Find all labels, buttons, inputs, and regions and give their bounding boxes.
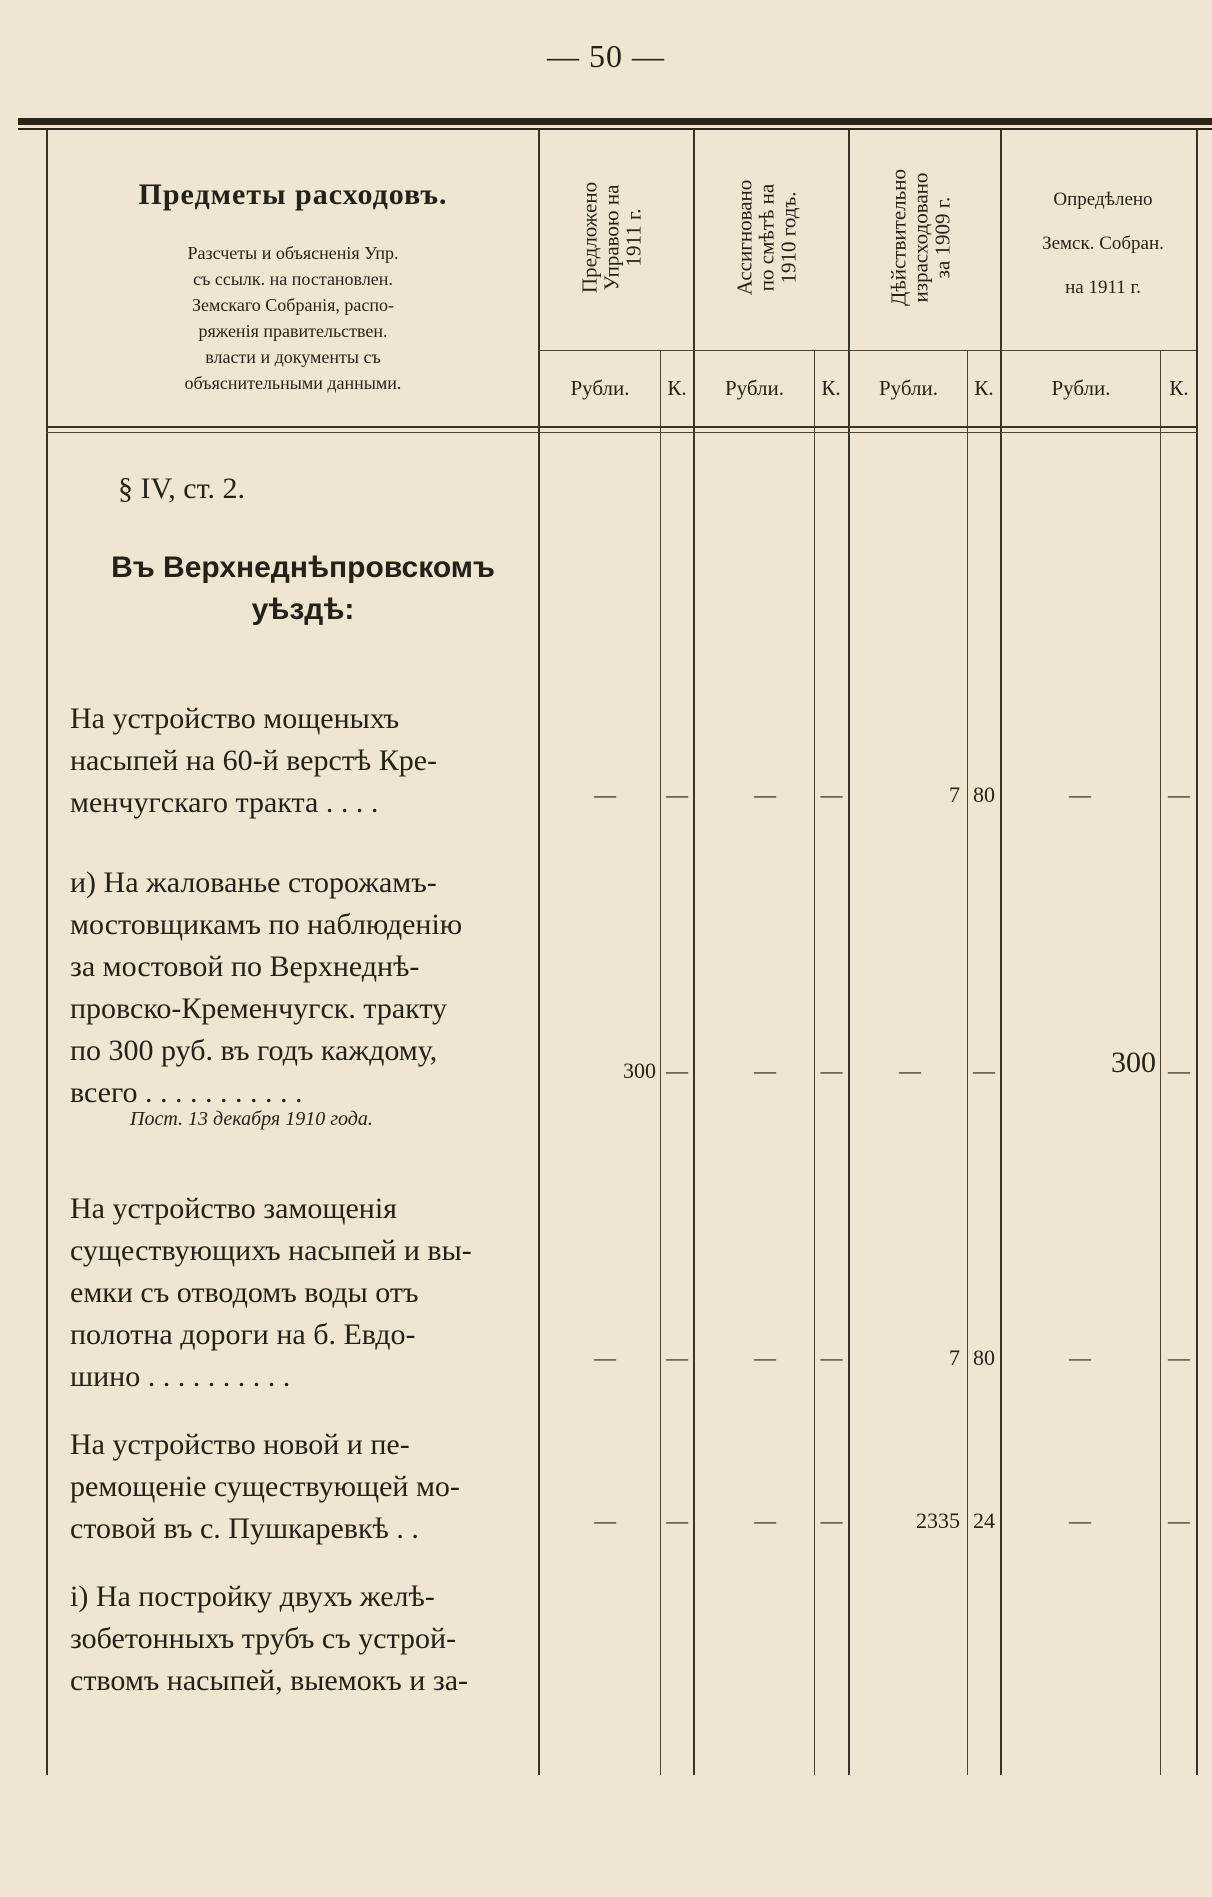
row-4-col3-kop: 24 [973, 1508, 995, 1533]
row-3-col4-kop: — [1168, 1345, 1190, 1370]
items-column-title: Предметы расходовъ. [138, 178, 448, 211]
row-3-col2-rub: — [754, 1345, 776, 1370]
col2-unit-rub: Рубли. [724, 376, 785, 400]
col4-unit-kop: К. [1169, 376, 1189, 400]
col3-unit-rub: Рубли. [878, 376, 939, 400]
col-divider-3 [848, 130, 850, 1775]
row-4-col1-kop: — [666, 1508, 688, 1533]
row-1-col2-rub: — [754, 782, 776, 807]
col-divider-1 [538, 130, 540, 1775]
col3-unit-kop: К. [974, 376, 994, 400]
row-2-col4-rub: 300 [1111, 1046, 1156, 1079]
row-3-col2-kop: — [820, 1345, 843, 1370]
header-sub-rule [538, 350, 1196, 351]
row-2-col3-kop: — [973, 1058, 995, 1083]
row-4-col2-rub: — [754, 1508, 776, 1533]
col3-header: Дѣйствительно израсходовано за 1909 г. [886, 169, 955, 306]
row-1-col4-kop: — [1168, 782, 1190, 807]
row-1-col1-kop: — [666, 782, 688, 807]
col-divider-2 [693, 130, 695, 1775]
row-2-col4-kop: — [1168, 1058, 1190, 1083]
district-heading: Въ Верхнеднѣпровскомъ уѣздѣ: [111, 551, 495, 626]
row-1-text: На устройство мощеныхъ насыпей на 60-й верстѣ Кре- менчугскаго тракта . . . . [70, 702, 438, 819]
row-1-col3-rub: 7 [949, 782, 960, 807]
row-4-col2-kop: — [820, 1508, 843, 1533]
row-2-col1-rub: 300 [623, 1058, 656, 1083]
top-rule-thin [18, 128, 1212, 130]
items-column-note: Разсчеты и объясненія Упр. съ ссылк. на постановлен. Земскаго Собранія, распо- ряженія правительствен. власти и документы съ объяснительными данными. [184, 243, 402, 393]
col1-header: Предложено Управою на 1911 г. [577, 181, 646, 294]
row-2-text: и) На жалованье сторожамъ- мостовщикамъ по наблюденію за мостовой по Верхнеднѣ- провско-Кременчугск. тракту по 300 руб. въ годъ каждому, всего . . . . . . . . . . . [70, 866, 463, 1109]
row-4-col1-rub: — [594, 1508, 616, 1533]
section-reference: § IV, ст. 2. [118, 472, 245, 505]
row-1-col2-kop: — [820, 782, 843, 807]
row-2-col2-rub: — [754, 1058, 776, 1083]
col4-header: Опредѣлено Земск. Собран. на 1911 г. [1042, 189, 1164, 298]
page-number: — 50 — [547, 38, 665, 74]
col4-unit-rub: Рубли. [1051, 376, 1111, 400]
col2-header: Ассигновано по смѣтѣ на 1910 годъ. [732, 179, 801, 296]
row-3-col1-kop: — [666, 1345, 688, 1370]
col2-unit-kop: К. [821, 376, 841, 400]
table-left-border [46, 130, 48, 1775]
col-divider-4 [1000, 130, 1002, 1775]
row-1-col1-rub: — [594, 782, 616, 807]
row-5-text: і) На постройку двухъ желѣ- зобетонныхъ трубъ съ устрой- ствомъ насыпей, выемокъ и за- [70, 1580, 468, 1697]
row-3-col3-rub: 7 [949, 1345, 960, 1370]
row-3-col3-kop: 80 [973, 1345, 995, 1370]
row-2-col1-kop: — [666, 1058, 688, 1083]
row-3-col1-rub: — [594, 1345, 616, 1370]
kop-divider-4 [1160, 350, 1161, 1775]
row-1-col3-kop: 80 [973, 782, 995, 807]
row-1-col4-rub: — [1069, 782, 1091, 807]
header-bottom-rule-thin [46, 432, 1198, 433]
row-4-col3-rub: 2335 [916, 1508, 960, 1533]
row-2-col2-kop: — [820, 1058, 843, 1083]
row-3-col4-rub: — [1069, 1345, 1091, 1370]
row-4-text: На устройство новой и пе- ремощеніе существующей мо- стовой въ с. Пушкаревкѣ . . [70, 1428, 460, 1545]
col1-unit-kop: К. [667, 376, 687, 400]
top-rule [18, 118, 1212, 125]
row-3-text: На устройство замощенія существующихъ насыпей и вы- емки съ отводомъ воды отъ полотна дороги на б. Евдо- шино . . . . . . . . . . [70, 1192, 472, 1393]
table-right-border [1196, 130, 1198, 1775]
col1-unit-rub: Рубли. [570, 376, 630, 400]
row-4-col4-kop: — [1168, 1508, 1190, 1533]
row-2-resolution-note: Пост. 13 декабря 1910 года. [130, 1108, 373, 1130]
row-2-col3-rub: — [899, 1058, 921, 1083]
header-bottom-rule [46, 426, 1198, 428]
row-4-col4-rub: — [1069, 1508, 1091, 1533]
